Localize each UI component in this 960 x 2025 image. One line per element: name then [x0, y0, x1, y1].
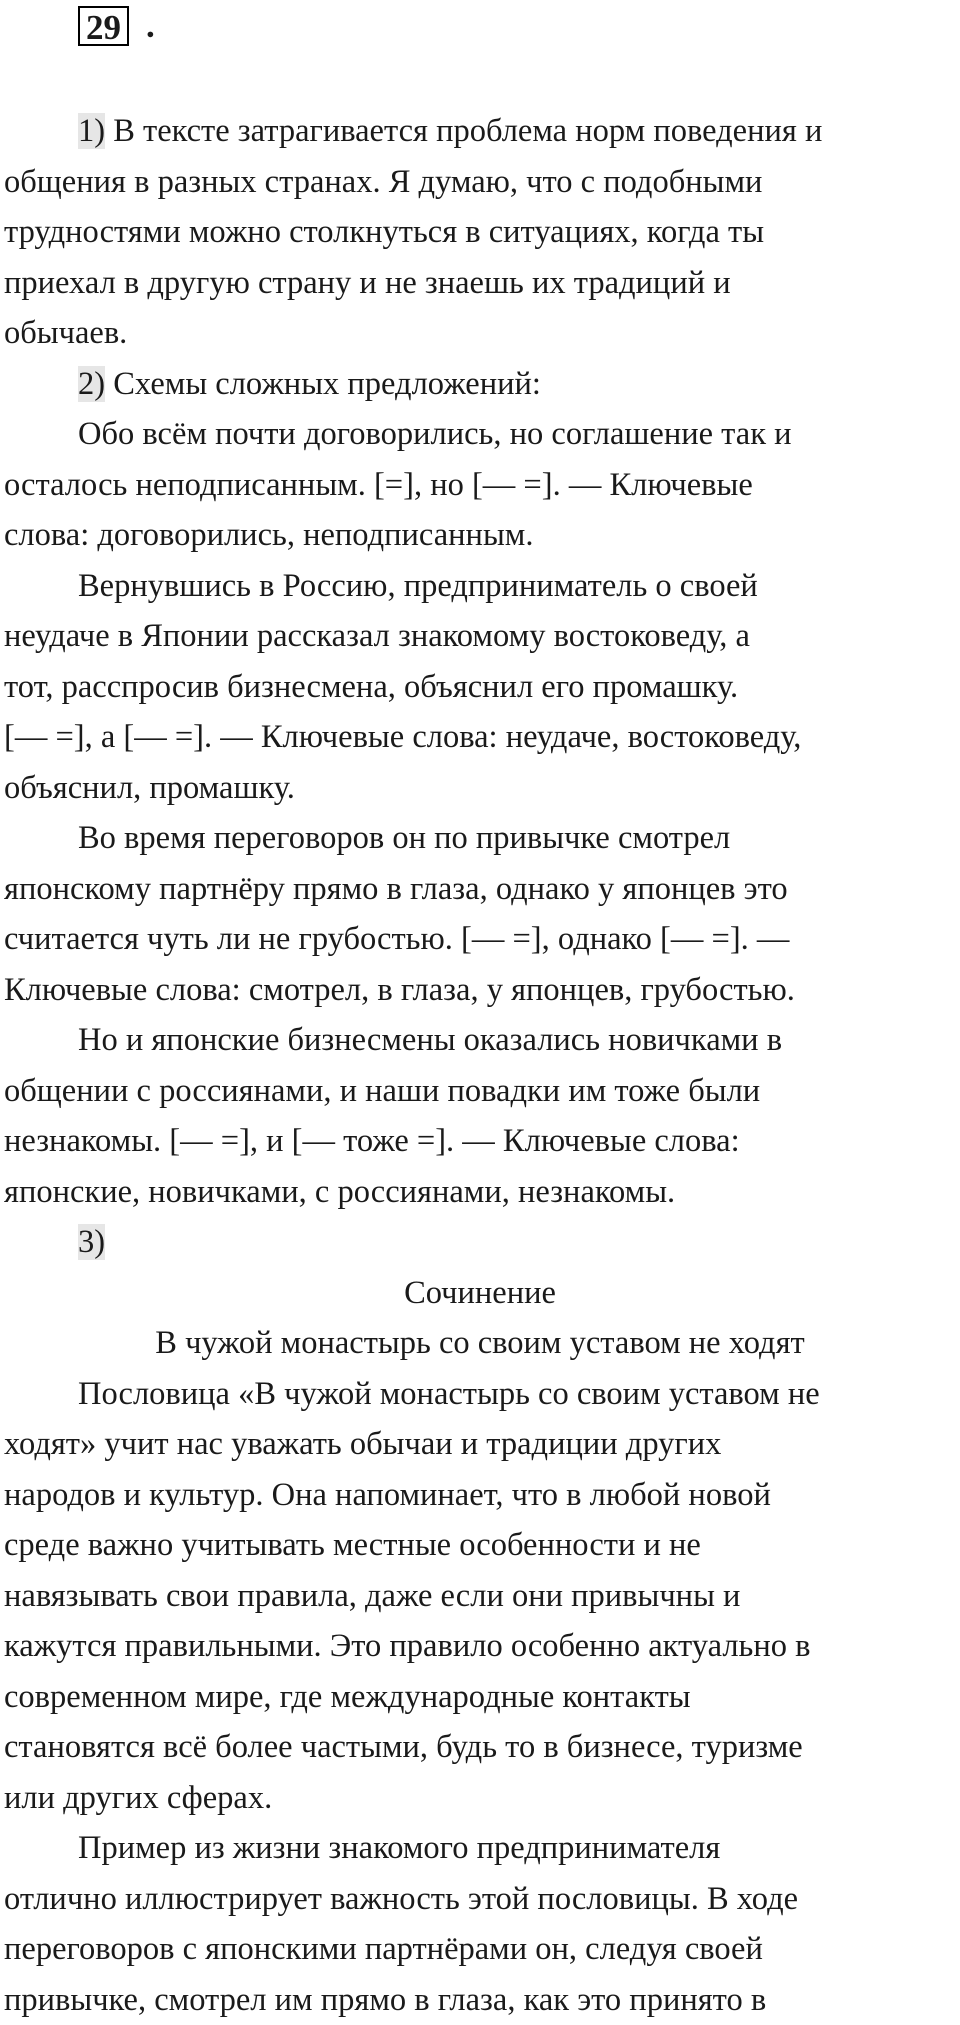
text-line: японскому партнёру прямо в глаза, однако у японцев это — [4, 864, 956, 915]
text-line: обычаев. — [4, 308, 956, 359]
text-line: Пословица «В чужой монастырь со своим уставом не — [4, 1369, 956, 1420]
text-line: Обо всём почти договорились, но соглашение так и — [4, 409, 956, 460]
text-line: незнакомы. [— =], и [— тоже =]. — Ключевые слова: — [4, 1116, 956, 1167]
text-line: В тексте затрагивается проблема норм поведения и — [105, 113, 822, 149]
text-line: осталось неподписанным. [=], но [— =]. — Ключевые — [4, 460, 956, 511]
text-line: трудностями можно столкнуться в ситуациях, когда ты — [4, 207, 956, 258]
section-1-paragraph — [4, 106, 956, 359]
text-line: Ключевые слова: смотрел, в глаза, у японцев, грубостью. — [4, 965, 956, 1016]
text-line: народов и культур. Она напоминает, что в любой новой — [4, 1470, 956, 1521]
scheme-paragraph — [4, 409, 956, 561]
text-line: считается чуть ли не грубостью. [— =], однако [— =]. — — [4, 914, 956, 965]
text-line: становятся всё более частыми, будь то в бизнесе, туризме — [4, 1722, 956, 1773]
text-line: японские, новичками, с россиянами, незнакомы. — [4, 1167, 956, 1218]
section-2-heading-text: Схемы сложных предложений: — [105, 366, 541, 402]
text-line: слова: договорились, неподписанным. — [4, 510, 956, 561]
text-line: [— =], а [— =]. — Ключевые слова: неудаче, востоковеду, — [4, 712, 956, 763]
section-1-marker: 1) — [78, 113, 105, 149]
section-2-heading — [4, 359, 956, 410]
text-line: кажутся правильными. Это правило особенно актуально в — [4, 1621, 956, 1672]
text-line: ходят» учит нас уважать обычаи и традиции других — [4, 1419, 956, 1470]
scheme-paragraph — [4, 813, 956, 1015]
text-line: объяснил, промашку. — [4, 763, 956, 814]
essay-paragraph — [4, 1823, 956, 2025]
section-3-marker-line — [4, 1217, 956, 1268]
task-number: 29 — [86, 8, 121, 47]
task-number-dot: . — [146, 6, 155, 46]
task-number-box — [78, 6, 129, 46]
scheme-paragraph — [4, 1015, 956, 1217]
text-line: тот, расспросив бизнесмена, объяснил его промашку. — [4, 662, 956, 713]
text-line: среде важно учитывать местные особенности и не — [4, 1520, 956, 1571]
text-line: современном мире, где международные контакты — [4, 1672, 956, 1723]
section-2-marker: 2) — [78, 366, 105, 402]
essay-paragraph — [4, 1369, 956, 1824]
text-line: неудаче в Японии рассказал знакомому востоковеду, а — [4, 611, 956, 662]
text-line: переговоров с японскими партнёрами он, следуя своей — [4, 1924, 956, 1975]
answer-content — [4, 106, 956, 2025]
scheme-paragraph — [4, 561, 956, 814]
essay-heading: Сочинение — [4, 1268, 956, 1319]
text-line: Но и японские бизнесмены оказались новичками в — [4, 1015, 956, 1066]
text-line: Пример из жизни знакомого предпринимателя — [4, 1823, 956, 1874]
text-line: приехал в другую страну и не знаешь их традиций и — [4, 258, 956, 309]
text-line: общении с россиянами, и наши повадки им тоже были — [4, 1066, 956, 1117]
essay-title: В чужой монастырь со своим уставом не ходят — [4, 1318, 956, 1369]
text-line: Вернувшись в Россию, предприниматель о своей — [4, 561, 956, 612]
section-3-marker: 3) — [78, 1224, 105, 1260]
text-line: общения в разных странах. Я думаю, что с подобными — [4, 157, 956, 208]
text-line: привычке, смотрел им прямо в глаза, как это принято в — [4, 1975, 956, 2025]
text-line: отлично иллюстрирует важность этой пословицы. В ходе — [4, 1874, 956, 1925]
text-line: или других сферах. — [4, 1773, 956, 1824]
text-line: навязывать свои правила, даже если они привычны и — [4, 1571, 956, 1622]
text-line: Во время переговоров он по привычке смотрел — [4, 813, 956, 864]
